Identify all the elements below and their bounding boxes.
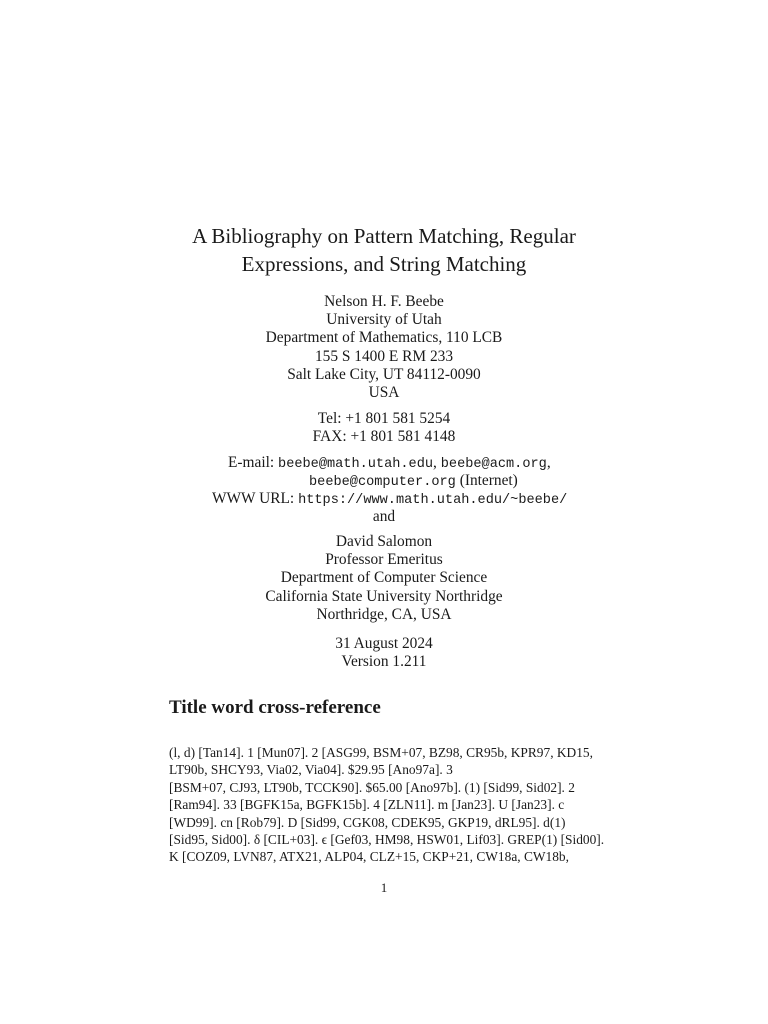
title-line-1: A Bibliography on Pattern Matching, Regular — [192, 224, 576, 248]
www-url-link[interactable]: https://www.math.utah.edu/~beebe/ — [298, 493, 568, 508]
author1-country: USA — [368, 384, 400, 402]
author1-tel: Tel: +1 801 581 5254 — [317, 410, 451, 427]
xref-line: LT90b, SHCY93, Via02, Via04]. $29.95 [Ano97a]. 3 — [169, 762, 453, 778]
author1-fax: FAX: +1 801 581 4148 — [312, 428, 456, 446]
document-version: Version 1.211 — [341, 653, 427, 671]
section-heading: Title word cross-reference — [169, 697, 381, 718]
cross-reference-text — [169, 744, 609, 866]
xref-line: [Ram94]. 33 [BGFK15a, BGFK15b]. 4 [ZLN11]. m [Jan23]. U [Jan23]. c — [169, 797, 565, 813]
www-label: WWW URL: — [212, 490, 295, 507]
email-label: E-mail: — [228, 454, 275, 471]
date-block — [0, 635, 768, 671]
email-link-computer[interactable]: beebe@computer.org — [309, 475, 456, 490]
author1-city: Salt Lake City, UT 84112-0090 — [287, 365, 481, 383]
document-date: 31 August 2024 — [335, 635, 433, 652]
author1-address-block — [0, 293, 768, 402]
author1-street: 155 S 1400 E RM 233 — [314, 347, 454, 365]
title-line-2: Expressions, and String Matching — [241, 252, 527, 276]
email-note: (Internet) — [459, 472, 518, 489]
email-link-acm[interactable]: beebe@acm.org — [440, 457, 547, 472]
and-text: and — [372, 508, 396, 525]
xref-line: [BSM+07, CJ93, LT90b, TCCK90]. $65.00 [Ano97b]. (1) [Sid99, Sid02]. 2 — [169, 779, 575, 795]
email-separator: , — [546, 454, 551, 471]
xref-line: [Sid95, Sid00]. δ [CIL+03]. ϵ [Gef03, HM98, HSW01, Lif03]. GREP(1) [Sid00]. — [169, 832, 605, 848]
author2-title: Professor Emeritus — [325, 551, 443, 569]
xref-line: (l, d) [Tan14]. 1 [Mun07]. 2 [ASG99, BSM+07, BZ98, CR95b, KPR97, KD15, — [169, 745, 593, 760]
xref-line: [WD99]. cn [Rob79]. D [Sid99, CGK08, CDEK95, GKP19, dRL95]. d(1) — [169, 814, 566, 830]
author1-affiliation: University of Utah — [326, 311, 442, 329]
email-link-math[interactable]: beebe@math.utah.edu — [278, 457, 434, 472]
email-separator: , — [433, 454, 437, 471]
author2-city: Northridge, CA, USA — [316, 605, 452, 623]
and-separator — [0, 508, 768, 526]
author2-university: California State University Northridge — [265, 587, 503, 605]
author2-department: Department of Computer Science — [280, 569, 488, 587]
xref-line: K [COZ09, LVN87, ATX21, ALP04, CLZ+15, CKP+21, CW18a, CW18b, — [169, 849, 569, 865]
author1-department: Department of Mathematics, 110 LCB — [265, 329, 503, 347]
document-title — [0, 222, 768, 278]
author1-name: Nelson H. F. Beebe — [324, 293, 444, 310]
author2-name: David Salomon — [335, 533, 433, 550]
author2-address-block — [0, 533, 768, 624]
page-number: 1 — [380, 880, 388, 895]
author1-phone-block — [0, 410, 768, 446]
